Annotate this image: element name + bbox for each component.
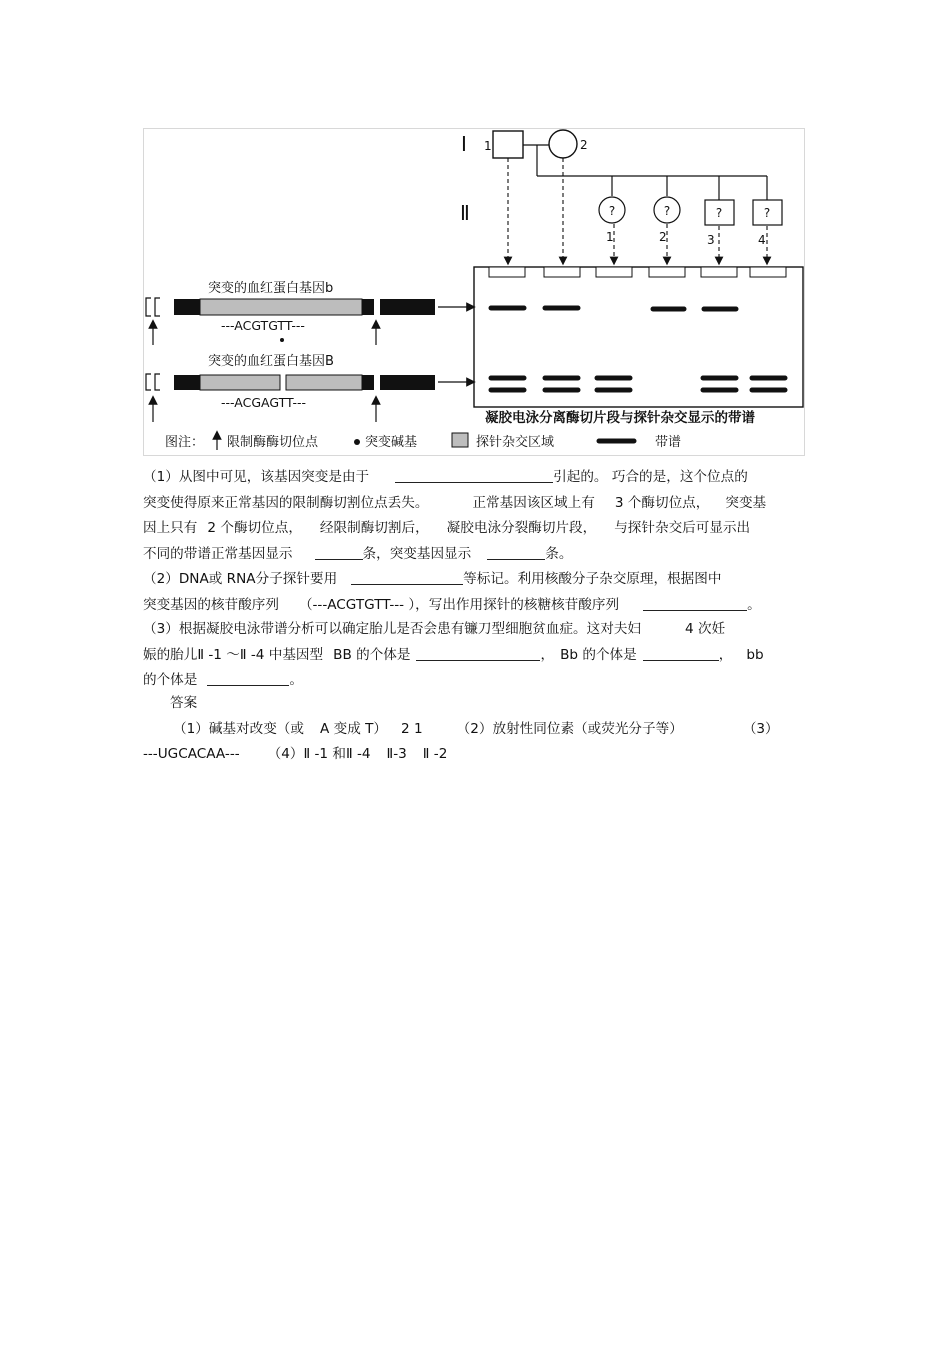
gene-B-exon-right <box>380 375 435 390</box>
q2-blank-label <box>351 569 463 585</box>
q1-blank-mutant-bands <box>487 544 545 560</box>
gel-box <box>474 267 803 407</box>
question-3: （3）根据凝胶电泳带谱分析可以确定胎儿是否会患有镰刀型细胞贫血症。这对夫妇 4 次妊 娠的胎儿Ⅱ -1 ～Ⅱ -4 中基因型 BB 的个体是 ， Bb 的个体是 ， bb 的个体是 。 <box>143 621 764 688</box>
gene-b-exon-left <box>174 299 200 315</box>
gene-b-probe-region <box>200 299 362 315</box>
fetus-II-2-mark: ? <box>663 204 671 218</box>
parent2-number: 2 <box>580 138 588 152</box>
generation-I-label: Ⅰ <box>461 132 467 156</box>
gene-B-probe-region-right <box>286 375 362 390</box>
father-square <box>493 131 523 158</box>
q1-blank-cause <box>395 467 553 483</box>
q3-blank-BB <box>416 645 540 661</box>
gene-B-probe-region-left <box>200 375 280 390</box>
fetus-II-2-number: 2 <box>659 230 667 244</box>
legend-band: 带谱 <box>655 435 682 450</box>
mother-circle <box>549 130 577 158</box>
fetus-II-1-number: 1 <box>606 230 614 244</box>
gene-b-title: 突变的血红蛋白基因b <box>208 281 334 296</box>
genetics-figure <box>143 128 805 456</box>
legend-probe: 探针杂交区域 <box>476 435 555 450</box>
fetus-II-4-mark: ? <box>763 206 771 220</box>
gene-b-mutation-dot <box>280 338 284 342</box>
parent1-number: 1 <box>484 139 492 153</box>
gene-b-sequence: ---ACGTGTT--- <box>221 318 305 333</box>
legend-cut-site: 限制酶酶切位点 <box>227 435 319 450</box>
fetus-II-3-mark: ? <box>715 206 723 220</box>
answer-section: 答案 （1）碱基对改变（或 A 变成 T） 2 1 （2）放射性同位素（或荧光分子等） （3） ---UGCACAA--- （4）Ⅱ -1 和Ⅱ -4 Ⅱ-3 Ⅱ -2 <box>143 691 808 768</box>
probe-region-icon <box>452 433 468 447</box>
q3-blank-bb <box>207 670 289 686</box>
mutation-dot-icon <box>354 439 360 445</box>
q3-blank-Bb <box>643 645 719 661</box>
question-2: （2）DNA或 RNA分子探针要用 等标记。利用核酸分子杂交原理，根据图中 突变基因的核苷酸序列 （---ACGTGTT--- ），写出作用探针的核糖核苷酸序列 。 <box>143 571 761 613</box>
legend-prefix: 图注： <box>165 435 205 450</box>
legend-mutation: 突变碱基 <box>365 435 418 450</box>
question-1: （1）从图中可见，该基因突变是由于 引起的。 巧合的是，这个位点的 突变使得原来正常基因的限制酶切割位点丢失。 正常基因该区域上有 3 个酶切位点， 突变基 因上只有 2 个酶切位点， 经限制酶切割后， 凝胶电泳分裂酶切片段， 与探针杂交后可显示出 不同的带谱正常基因显示 条，突变基因显示 条。 <box>143 469 767 562</box>
q1-blank-normal-bands <box>315 544 363 560</box>
gene-B-title: 突变的血红蛋白基因B <box>208 354 334 369</box>
gene-B-sequence: ---ACGAGTT--- <box>221 395 307 410</box>
gel-caption: 凝胶电泳分离酶切片段与探针杂交显示的带谱 <box>485 410 755 426</box>
fetus-II-1-mark: ? <box>608 204 616 218</box>
gene-b-exon-right <box>380 299 435 315</box>
fetus-II-3-number: 3 <box>707 233 715 247</box>
fetus-II-4-number: 4 <box>758 233 766 247</box>
answer-title: 答案 <box>170 695 198 711</box>
generation-II-label: Ⅱ <box>460 201 470 225</box>
q2-blank-probe-sequence <box>643 595 747 611</box>
gene-B-exon-left <box>174 375 200 390</box>
